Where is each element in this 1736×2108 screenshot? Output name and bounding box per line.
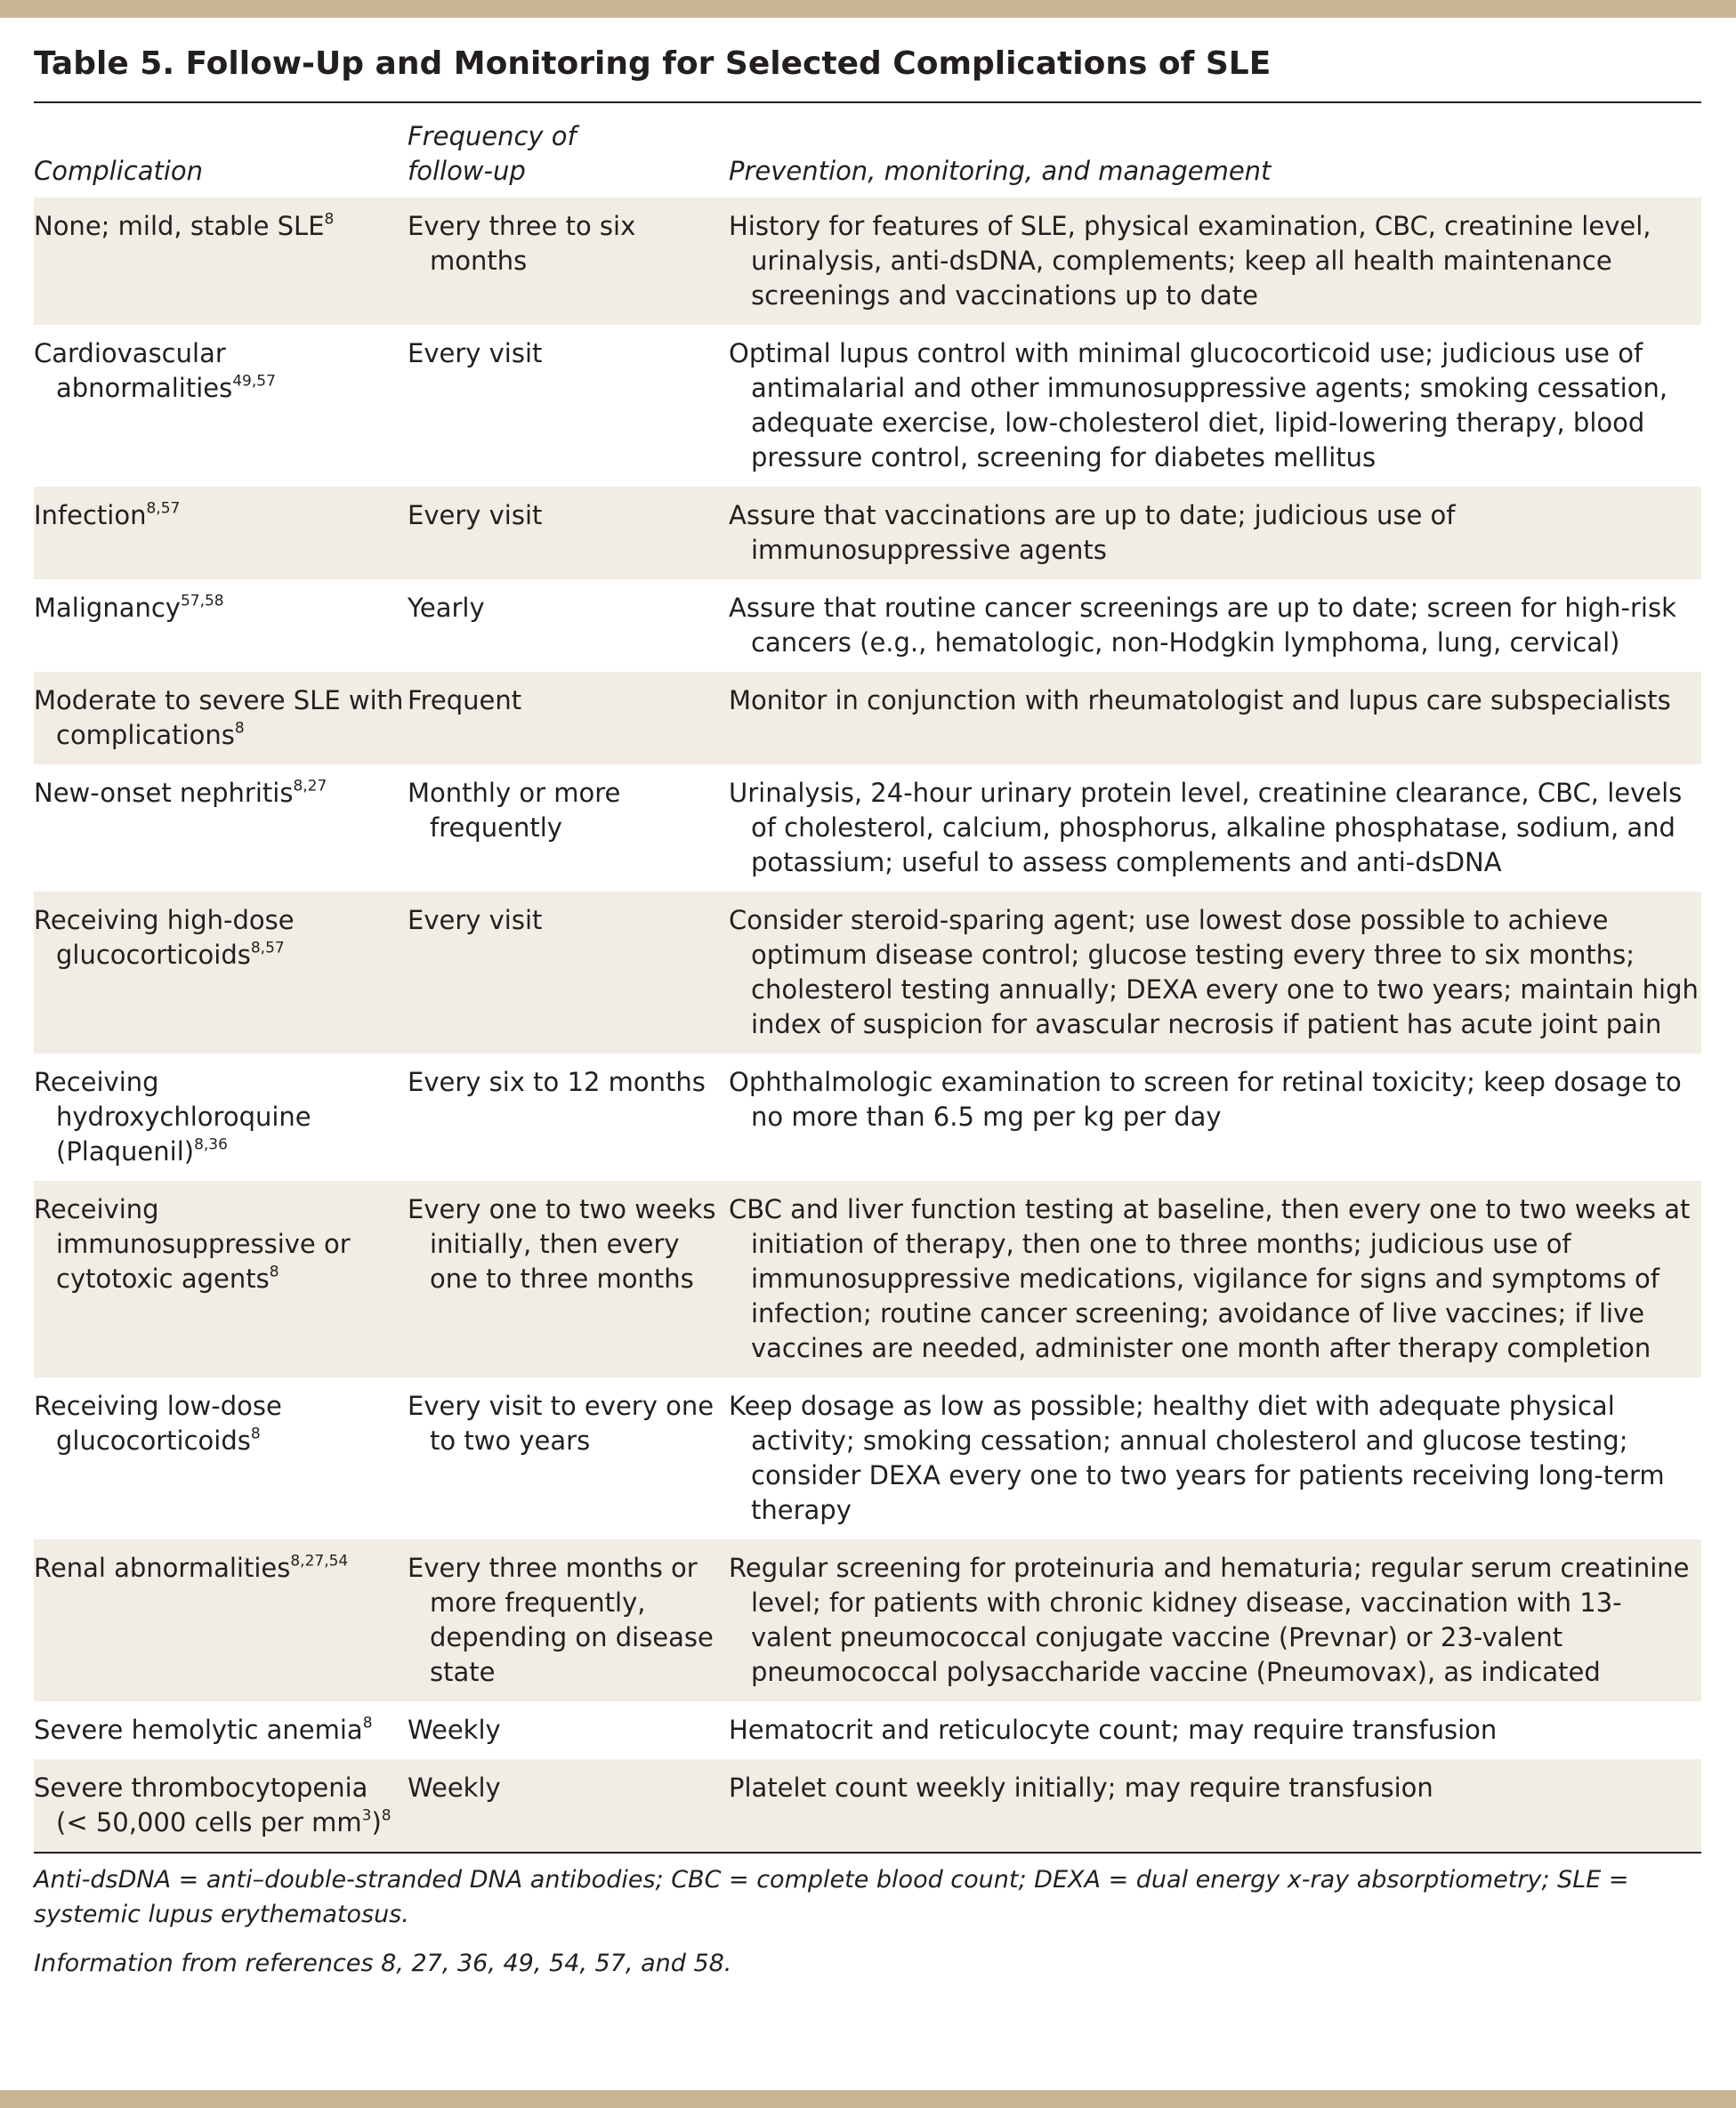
reference-superscript: 49,57 xyxy=(232,372,276,391)
reference-superscript: 8,36 xyxy=(194,1135,228,1154)
complication-text: Receiving low-dose glucocorticoids xyxy=(34,1391,282,1456)
table-row xyxy=(34,1377,1701,1539)
management-cell: Assure that vaccinations are up to date; judicious use of immunosuppressive agents xyxy=(729,500,1456,565)
header-row xyxy=(34,103,1701,198)
complication-text: Malignancy xyxy=(34,593,181,623)
complication-text: Cardiovascular abnormalities xyxy=(34,338,233,403)
table-row xyxy=(34,892,1701,1054)
complication-cell xyxy=(34,198,408,325)
unit-exponent: 3 xyxy=(361,1806,372,1825)
frequency-cell: Every three to six months xyxy=(408,211,636,276)
table-header xyxy=(34,103,1701,198)
reference-superscript: 8 xyxy=(269,1263,279,1281)
reference-superscript: 8 xyxy=(324,210,335,229)
table-row xyxy=(34,1181,1701,1377)
management-cell: Assure that routine cancer screenings are up to date; screen for high-risk cancers (e.g., hematologic, non-Hodgkin lymphoma, lung, cervical) xyxy=(729,593,1676,658)
table-row xyxy=(34,198,1701,325)
frequency-cell: Every visit xyxy=(408,905,543,935)
complication-text: None; mild, stable SLE xyxy=(34,211,325,241)
table-row xyxy=(34,487,1701,579)
reference-superscript: 8,57 xyxy=(250,939,285,957)
management-cell: Hematocrit and reticulocyte count; may require transfusion xyxy=(729,1715,1498,1745)
header-complication: Complication xyxy=(34,156,204,186)
reference-superscript: 8 xyxy=(250,1425,261,1443)
complication-cell xyxy=(34,764,408,892)
top-accent-bar xyxy=(0,0,1736,18)
header-prevention: Prevention, monitoring, and management xyxy=(729,156,1272,186)
frequency-cell: Every visit to every one to two years xyxy=(408,1391,715,1456)
complication-cell xyxy=(34,672,408,764)
closing-paren: ) xyxy=(371,1807,382,1837)
frequency-cell: Every visit xyxy=(408,338,543,368)
complication-text: Moderate to severe SLE with complications xyxy=(34,685,404,750)
table-row xyxy=(34,325,1701,487)
reference-superscript: 8 xyxy=(362,1714,373,1732)
complication-cell xyxy=(34,1701,408,1759)
frequency-cell: Every three months or more frequently, depending on disease state xyxy=(408,1553,714,1687)
table-title: Table 5. Follow-Up and Monitoring for Selected Complications of SLE xyxy=(34,45,1272,82)
table-row xyxy=(34,579,1701,672)
management-cell: Optimal lupus control with minimal glucocorticoid use; judicious use of antimalarial and other immunosuppressive agents; smoking cessation, adequate exercise, low-cholesterol diet, lipid-lowering therapy, blood pressure control, screening for diabetes mellitus xyxy=(729,338,1668,472)
complication-cell xyxy=(34,892,408,1054)
complication-text: Receiving hydroxychloroquine (Plaquenil) xyxy=(34,1067,311,1167)
reference-superscript: 8,27 xyxy=(293,777,327,796)
management-cell: Keep dosage as low as possible; healthy diet with adequate physical activity; smoking cessation; annual cholesterol and glucose testing; consider DEXA every one to two years for patients receiving long-term therapy xyxy=(729,1391,1665,1525)
complication-text: Severe thrombocytopenia (< 50,000 cells per mm xyxy=(34,1773,368,1837)
complication-text: Infection xyxy=(34,500,147,530)
frequency-cell: Monthly or more frequently xyxy=(408,778,621,843)
reference-superscript: 8 xyxy=(381,1806,392,1825)
table-frame xyxy=(34,39,1701,1995)
frequency-cell: Yearly xyxy=(408,593,485,623)
frequency-cell: Frequent xyxy=(408,685,522,715)
reference-superscript: 8,57 xyxy=(146,499,181,518)
table-row xyxy=(34,1701,1701,1759)
complication-cell xyxy=(34,1377,408,1539)
reference-superscript: 8,27,54 xyxy=(290,1552,349,1571)
reference-superscript: 8 xyxy=(234,719,245,738)
complication-text: Receiving high-dose glucocorticoids xyxy=(34,905,295,970)
frequency-cell: Every one to two weeks initially, then every one to three months xyxy=(408,1194,716,1294)
bottom-accent-bar xyxy=(0,2090,1736,2108)
frequency-cell: Every visit xyxy=(408,500,543,530)
complication-text: Severe hemolytic anemia xyxy=(34,1715,363,1745)
table-row xyxy=(34,672,1701,764)
abbreviations-note: Anti-dsDNA = anti–double-stranded DNA antibodies; CBC = complete blood count; DEXA = dual energy x-ray absorptiometry; SLE = systemic lupus erythematosus. xyxy=(34,1866,1629,1928)
table-row xyxy=(34,1054,1701,1181)
management-cell: CBC and liver function testing at baseline, then every one to two weeks at initiation of therapy, then one to three months; judicious use of immunosuppressive medications, vigilance for signs and symptoms of infection; routine cancer screening; avoidance of live vaccines; if live vaccines are needed, administer one month after therapy completion xyxy=(729,1194,1691,1363)
management-cell: Ophthalmologic examination to screen for retinal toxicity; keep dosage to no more than 6.5 mg per kg per day xyxy=(729,1067,1682,1132)
complication-text: New-onset nephritis xyxy=(34,778,294,808)
management-cell: Regular screening for proteinuria and hematuria; regular serum creatinine level; for patients with chronic kidney disease, vaccination with 13-valent pneumococcal conjugate vaccine (Prevnar) or 23-valent pneumococcal polysaccharide vaccine (Pneumovax), as indicated xyxy=(729,1553,1690,1687)
header-frequency: Frequency of follow-up xyxy=(408,121,577,186)
complications-table xyxy=(34,103,1701,1852)
complication-cell xyxy=(34,487,408,579)
frequency-cell: Every six to 12 months xyxy=(408,1067,706,1097)
frequency-cell: Weekly xyxy=(408,1773,501,1803)
complication-cell xyxy=(34,1054,408,1181)
complication-cell xyxy=(34,325,408,487)
management-cell: History for features of SLE, physical examination, CBC, creatinine level, urinalysis, anti-dsDNA, complements; keep all health maintenance screenings and vaccinations up to date xyxy=(729,211,1651,311)
frequency-cell: Weekly xyxy=(408,1715,501,1745)
management-cell: Consider steroid-sparing agent; use lowest dose possible to achieve optimum disease control; glucose testing every three to six months; cholesterol testing annually; DEXA every one to two years; maintain high index of suspicion for avascular necrosis if patient has acute joint pain xyxy=(729,905,1699,1039)
footnotes xyxy=(34,1854,1701,1981)
table-body xyxy=(34,198,1701,1852)
reference-superscript: 57,58 xyxy=(180,592,224,610)
table-row xyxy=(34,1539,1701,1701)
complication-text: Renal abnormalities xyxy=(34,1553,291,1583)
management-cell: Platelet count weekly initially; may require transfusion xyxy=(729,1773,1433,1803)
table-row xyxy=(34,764,1701,892)
management-cell: Monitor in conjunction with rheumatologist and lupus care subspecialists xyxy=(729,685,1671,715)
complication-cell xyxy=(34,1181,408,1377)
management-cell: Urinalysis, 24-hour urinary protein level, creatinine clearance, CBC, levels of cholesterol, calcium, phosphorus, alkaline phosphatase, sodium, and potassium; useful to assess complements and anti-dsDNA xyxy=(729,778,1683,877)
complication-cell xyxy=(34,1539,408,1701)
complication-cell xyxy=(34,579,408,672)
complication-cell xyxy=(34,1759,408,1852)
references-note: Information from references 8, 27, 36, 49, 54, 57, and 58. xyxy=(34,1950,732,1977)
table-row xyxy=(34,1759,1701,1852)
complication-text: Receiving immunosuppressive or cytotoxic agents xyxy=(34,1194,351,1294)
